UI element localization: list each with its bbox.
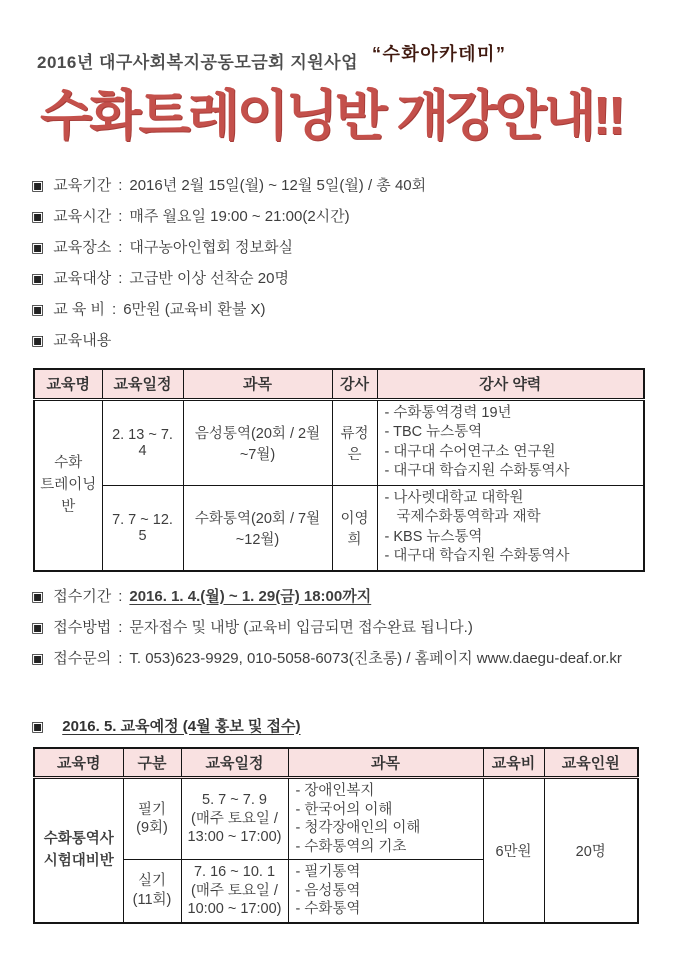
colon-separator: : — [118, 177, 123, 194]
career-item: - 수화통역경력 19년 — [384, 404, 512, 421]
course-name-cell — [34, 778, 123, 923]
career-item: - 대구대 수어연구소 연구원 — [384, 443, 556, 460]
table-row — [34, 485, 644, 571]
schedule-cell — [181, 860, 288, 923]
square-bullet-icon: ▣ — [31, 618, 45, 635]
apply-label: 접수기간 — [53, 587, 112, 605]
colon-separator: : — [118, 649, 123, 667]
square-bullet-icon: ▣ — [31, 177, 45, 193]
course-name-cell — [34, 399, 102, 571]
career-item: - 나사렛대학교 대학원 — [384, 489, 524, 506]
career-item: - 대구대 학습지원 수화통역사 — [384, 463, 570, 479]
square-bullet-icon: ▣ — [31, 717, 45, 734]
page-title: 수화트레이닝반 개강안내!! — [40, 86, 623, 146]
square-bullet-icon: ▣ — [31, 208, 45, 224]
subjects-cell — [288, 860, 483, 923]
info-value: 매주 월요일 19:00 ~ 21:00(2시간) — [129, 208, 350, 225]
schedule-line: (매주 토요일 / — [191, 810, 278, 827]
info-label: 교육기간 — [53, 177, 112, 194]
column-header: 교육인원 — [544, 748, 638, 778]
course-name: 수화 — [54, 455, 83, 471]
header — [0, 0, 679, 73]
table-header-row — [34, 369, 644, 399]
apply-method — [31, 612, 679, 643]
info-label: 교육장소 — [53, 239, 112, 256]
column-header: 교육명 — [34, 748, 123, 778]
lecturer-cell: 이영희 — [332, 485, 377, 571]
info-value: 고급반 이상 선착순 20명 — [129, 270, 289, 287]
table-header-row — [34, 748, 638, 778]
career-item: - 대구대 학습지원 수화통역사 — [384, 548, 570, 564]
info-label: 교육내용 — [53, 332, 112, 349]
schedule-cell — [181, 778, 288, 860]
schedule-line: (매주 토요일 / — [191, 882, 278, 899]
info-item-place — [31, 232, 679, 263]
info-value: 2016년 2월 15일(월) ~ 12월 5일(월) / 총 40회 — [129, 177, 427, 194]
colon-separator: : — [118, 587, 123, 605]
info-item-fee — [31, 294, 679, 325]
info-item-target — [31, 263, 679, 294]
colon-separator: : — [118, 208, 123, 225]
schedule-line: 7. 16 ~ 10. 1 — [193, 864, 276, 880]
subject-cell: 음성통역(20회 / 2월~7월) — [183, 399, 332, 485]
academy-name: “수화아카데미” — [372, 44, 507, 64]
apply-contact-value: T. 053)623-9929, 010-5058-6073(진초롱) / 홈페이지 www.daegu-deaf.or.kr — [129, 649, 622, 667]
info-item-time — [31, 201, 679, 232]
colon-separator: : — [118, 618, 123, 636]
application-info-list — [31, 581, 679, 674]
column-header: 과목 — [288, 748, 483, 778]
column-header: 강사 — [332, 369, 377, 399]
type-cell — [123, 860, 181, 923]
apply-label: 접수문의 — [53, 649, 112, 667]
schedule-cell: 2. 13 ~ 7. 4 — [102, 399, 183, 485]
colon-separator: : — [118, 270, 123, 287]
info-label: 교 육 비 — [53, 301, 106, 318]
column-header: 강사 약력 — [377, 369, 644, 399]
info-item-period — [31, 170, 679, 201]
column-header: 과목 — [183, 369, 332, 399]
training-class-table — [33, 368, 645, 572]
square-bullet-icon: ▣ — [31, 587, 45, 604]
square-bullet-icon: ▣ — [31, 301, 45, 317]
info-item-content — [31, 325, 679, 356]
square-bullet-icon: ▣ — [31, 649, 45, 666]
career-cell — [377, 485, 644, 571]
colon-separator: : — [112, 301, 117, 318]
type-cell — [123, 778, 181, 860]
exam-prep-class-table — [33, 747, 639, 924]
info-label: 교육대상 — [53, 270, 112, 287]
schedule-line: 10:00 ~ 17:00) — [187, 901, 282, 917]
square-bullet-icon: ▣ — [31, 239, 45, 255]
column-header: 교육일정 — [102, 369, 183, 399]
type-count: (11회) — [132, 891, 172, 908]
type-name: 실기 — [137, 873, 166, 890]
apply-method-value: 문자접수 및 내방 (교육비 입금되면 접수완료 됩니다.) — [129, 618, 473, 636]
subject-item: - 장애인복지 — [295, 783, 375, 799]
info-value: 6만원 (교육비 환불 X) — [123, 301, 266, 318]
table-row — [34, 399, 644, 485]
course-name: 트레이닝반 — [40, 477, 97, 515]
table-row — [34, 778, 638, 860]
column-header: 구분 — [123, 748, 181, 778]
schedule-cell: 7. 7 ~ 12. 5 — [102, 485, 183, 571]
apply-period — [31, 581, 679, 612]
type-count: (9회) — [136, 820, 168, 836]
heading-text: 2016. 5. 교육예정 (4월 홍보 및 접수) — [62, 717, 301, 735]
schedule-line: 13:00 ~ 17:00) — [187, 829, 282, 846]
subject-item: - 청각장애인의 이해 — [295, 820, 421, 836]
career-item: - TBC 뉴스통역 — [384, 424, 483, 440]
column-header: 교육명 — [34, 369, 102, 399]
subjects-cell — [288, 778, 483, 860]
course-name: 수화통역사 — [43, 831, 114, 848]
subject-cell: 수화통역(20회 / 7월~12월) — [183, 485, 332, 571]
capacity-cell: 20명 — [544, 778, 638, 923]
apply-label: 접수방법 — [53, 618, 112, 636]
schedule-line: 5. 7 ~ 7. 9 — [202, 792, 267, 809]
type-name: 필기 — [137, 801, 166, 818]
square-bullet-icon: ▣ — [31, 270, 45, 286]
apply-contact — [31, 643, 679, 674]
colon-separator: : — [118, 239, 123, 256]
square-bullet-icon: ▣ — [31, 332, 45, 348]
lecturer-cell: 류정은 — [332, 399, 377, 485]
may-schedule-heading — [31, 715, 679, 736]
support-program-label: 2016년 대구사회복지공동모금회 지원사업 — [37, 53, 359, 72]
fee-cell: 6만원 — [483, 778, 544, 923]
apply-period-value: 2016. 1. 4.(월) ~ 1. 29(금) 18:00까지 — [129, 587, 372, 605]
career-item: 국제수화통역학과 재학 — [396, 509, 541, 525]
column-header: 교육비 — [483, 748, 544, 778]
column-header: 교육일정 — [181, 748, 288, 778]
career-cell — [377, 399, 644, 485]
course-info-list — [31, 170, 679, 356]
subject-item: - 수화통역의 기초 — [295, 838, 407, 855]
subject-item: - 음성통역 — [295, 882, 361, 899]
subject-item: - 필기통역 — [295, 864, 361, 880]
subject-item: - 한국어의 이해 — [295, 801, 393, 818]
subject-item: - 수화통역 — [295, 901, 361, 917]
career-item: - KBS 뉴스통역 — [384, 528, 483, 545]
info-value: 대구농아인협회 정보화실 — [129, 239, 293, 256]
info-label: 교육시간 — [53, 208, 112, 225]
course-name: 시험대비반 — [43, 853, 114, 870]
